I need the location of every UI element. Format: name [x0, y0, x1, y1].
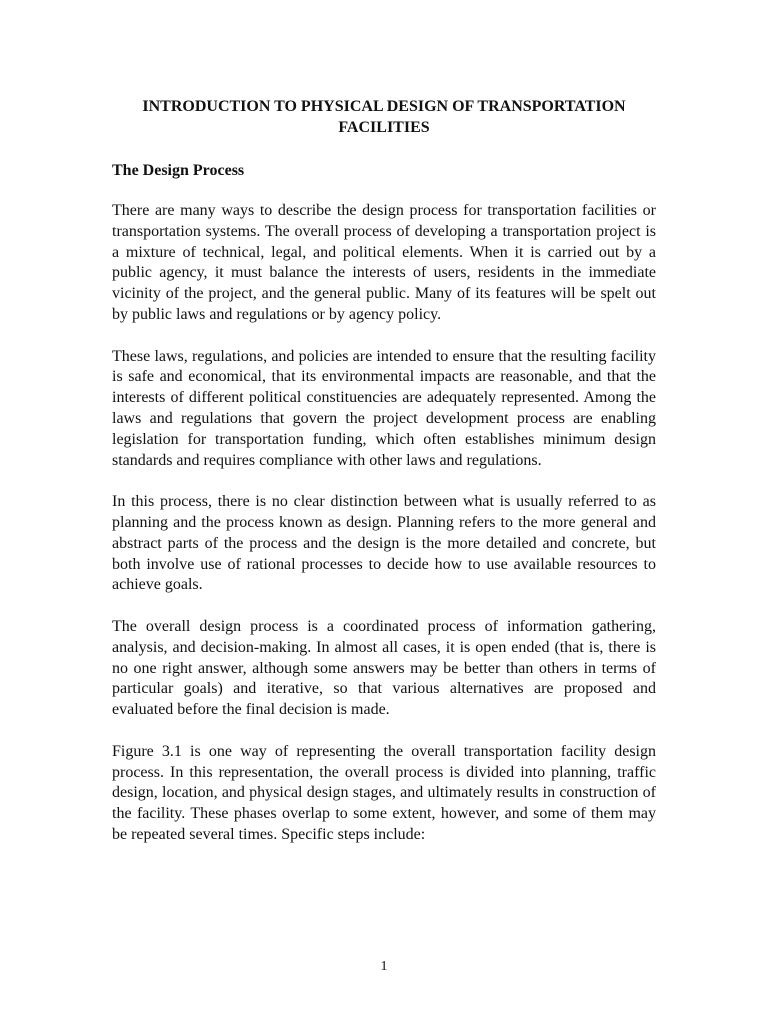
paragraph-2: These laws, regulations, and policies are intended to ensure that the resulting facility is safe and economical, that its environmental impacts are reasonable, and that the interests of different political constituencies are adequately represented. Among the laws and regulations that govern the project development process are enabling legislation for transportation funding, which often establishes minimum design standards and requires compliance with other laws and regulations. — [112, 347, 656, 469]
section-heading: The Design Process — [112, 162, 245, 179]
document-title: INTRODUCTION TO PHYSICAL DESIGN OF TRANSPORTATION FACILITIES — [142, 98, 626, 136]
paragraph-1: There are many ways to describe the design process for transportation facilities or transportation systems. The overall process of developing a transportation project is a mixture of technical, legal, and political elements. When it is carried out by a public agency, it must balance the interests of users, residents in the immediate vicinity of the project, and the general public. Many of its features will be spelt out by public laws and regulations or by agency policy. — [112, 202, 656, 323]
paragraph-5: Figure 3.1 is one way of representing the overall transportation facility design process. In this representation, the overall process is divided into planning, traffic design, location, and physical design stages, and ultimately results in construction of the facility. These phases overlap to some extent, however, and some of them may be repeated several times. Specific steps include: — [112, 742, 656, 843]
paragraph-4: The overall design process is a coordinated process of information gathering, analysis, and decision-making. In almost all cases, it is open ended (that is, there is no one right answer, although some answers may be better than others in terms of particular goals) and iterative, so that various alternatives are proposed and evaluated before the final decision is made. — [112, 617, 656, 719]
paragraph-3: In this process, there is no clear distinction between what is usually referred to as planning and the process known as design. Planning refers to the more general and abstract parts of the process and the design is the more detailed and concrete, but both involve use of rational processes to decide how to use available resources to achieve goals. — [112, 493, 656, 594]
page-number: 1 — [380, 959, 388, 974]
document-page — [112, 96, 656, 867]
